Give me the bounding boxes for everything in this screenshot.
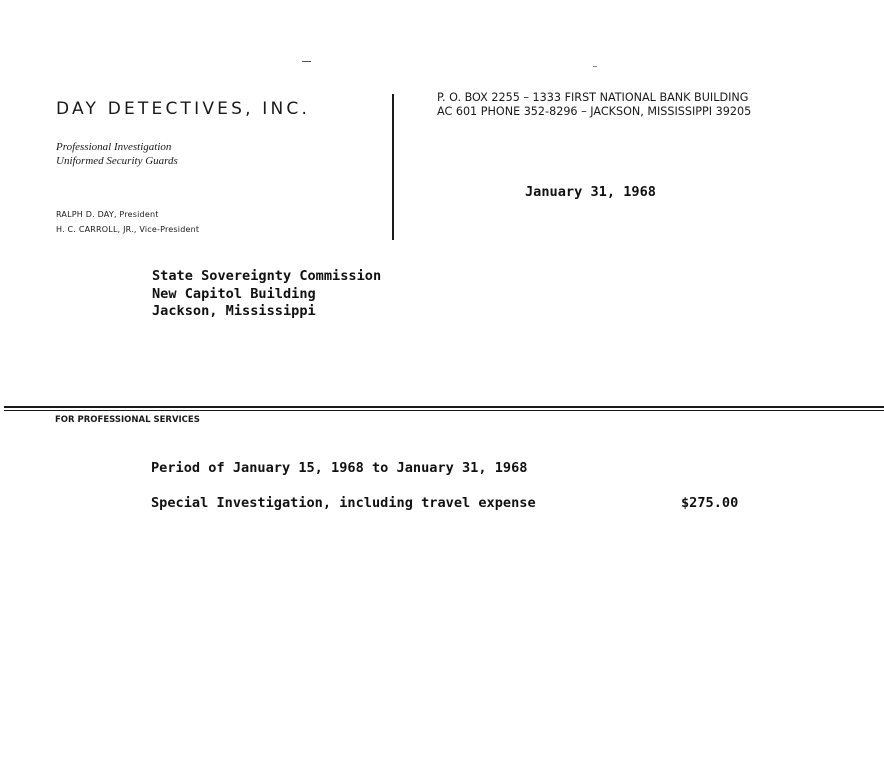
scan-speck [302, 61, 311, 62]
company-name: DAY DETECTIVES, INC. [56, 99, 311, 119]
tagline: Professional Investigation [56, 141, 172, 153]
tagline: Uniformed Security Guards [56, 155, 178, 167]
line-item-amount: $275.00 [681, 495, 739, 511]
recipient-line: State Sovereignty Commission [152, 268, 382, 284]
line-item-description: Special Investigation, including travel expense [151, 495, 536, 511]
billing-period: Period of January 15, 1968 to January 31, 1968 [151, 460, 528, 476]
recipient-line: Jackson, Mississippi [152, 303, 316, 319]
letterhead-divider [392, 94, 394, 240]
section-label: FOR PROFESSIONAL SERVICES [55, 415, 200, 425]
address-line: AC 601 PHONE 352-8296 – JACKSON, MISSISSIPPI 39205 [437, 105, 752, 118]
letter-date: January 31, 1968 [525, 184, 656, 200]
officer-president: RALPH D. DAY, President [56, 210, 159, 219]
scan-speck [593, 66, 597, 67]
address-line: P. O. BOX 2255 – 1333 FIRST NATIONAL BANK BUILDING [437, 91, 749, 104]
section-rule [4, 406, 884, 408]
recipient-line: New Capitol Building [152, 286, 316, 302]
officer-vice-president: H. C. CARROLL, JR., Vice-President [56, 225, 200, 234]
section-rule [4, 410, 884, 411]
